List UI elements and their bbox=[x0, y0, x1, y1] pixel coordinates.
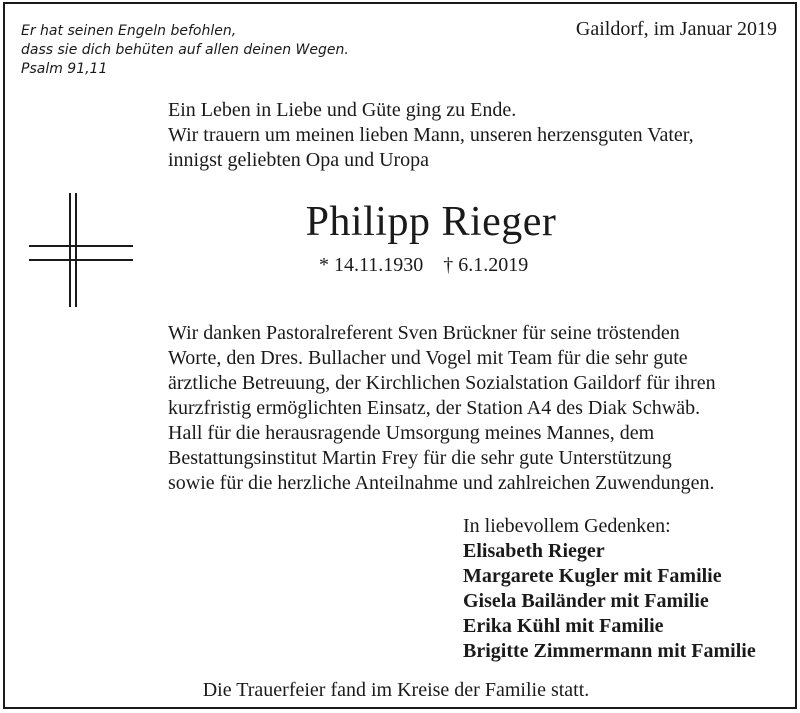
intro-line: Ein Leben in Liebe und Güte ging zu Ende. bbox=[168, 99, 517, 121]
thanks-line: Wir danken Pastoralreferent Sven Brückner für seine tröstenden bbox=[168, 322, 680, 344]
thanks-line: sowie für die herzliche Anteilnahme und zahlreichen Zuwendungen. bbox=[168, 472, 715, 494]
death-date: † 6.1.2019 bbox=[443, 254, 529, 276]
thanks-line: ärztliche Betreuung, der Kirchlichen Sozialstation Gaildorf für ihren bbox=[168, 372, 716, 394]
mourner-name: Gisela Bailänder mit Familie bbox=[463, 590, 709, 612]
birth-date: * 14.11.1930 bbox=[319, 254, 424, 276]
life-dates bbox=[319, 254, 528, 277]
psalm-line: dass sie dich behüten auf allen deinen Wegen. bbox=[21, 42, 349, 58]
thanks-text bbox=[168, 321, 716, 496]
psalm-line: Er hat seinen Engeln befohlen, bbox=[21, 23, 237, 39]
mourners-block bbox=[463, 514, 756, 664]
memory-label: In liebevollem Gedenken: bbox=[463, 515, 671, 537]
mourner-name: Erika Kühl mit Familie bbox=[463, 615, 664, 637]
intro-line: innigst geliebten Opa und Uropa bbox=[168, 149, 430, 171]
deceased-name: Philipp Rieger bbox=[305, 199, 557, 245]
thanks-line: Bestattungsinstitut Martin Frey für die sehr gute Unterstützung bbox=[168, 447, 672, 469]
mourner-name: Margarete Kugler mit Familie bbox=[463, 565, 722, 587]
psalm-quote bbox=[21, 22, 349, 79]
service-note: Die Trauerfeier fand im Kreise der Familie statt. bbox=[202, 679, 590, 701]
thanks-line: kurzfristig ermöglichten Einsatz, der Station A4 des Diak Schwäb. bbox=[168, 397, 701, 419]
mourners-list bbox=[463, 539, 756, 664]
psalm-reference: Psalm 91,11 bbox=[21, 61, 108, 77]
thanks-line: Hall für die herausragende Umsorgung meines Mannes, dem bbox=[168, 422, 655, 444]
intro-text bbox=[168, 98, 694, 173]
mourner-name: Elisabeth Rieger bbox=[463, 540, 605, 562]
intro-line: Wir trauern um meinen lieben Mann, unseren herzensguten Vater, bbox=[168, 124, 694, 146]
place-date: Gaildorf, im Januar 2019 bbox=[575, 18, 777, 40]
mourner-name: Brigitte Zimmermann mit Familie bbox=[463, 640, 756, 662]
thanks-line: Worte, den Dres. Bullacher und Vogel mit Team für die sehr gute bbox=[168, 347, 688, 369]
obituary-notice bbox=[3, 2, 797, 709]
